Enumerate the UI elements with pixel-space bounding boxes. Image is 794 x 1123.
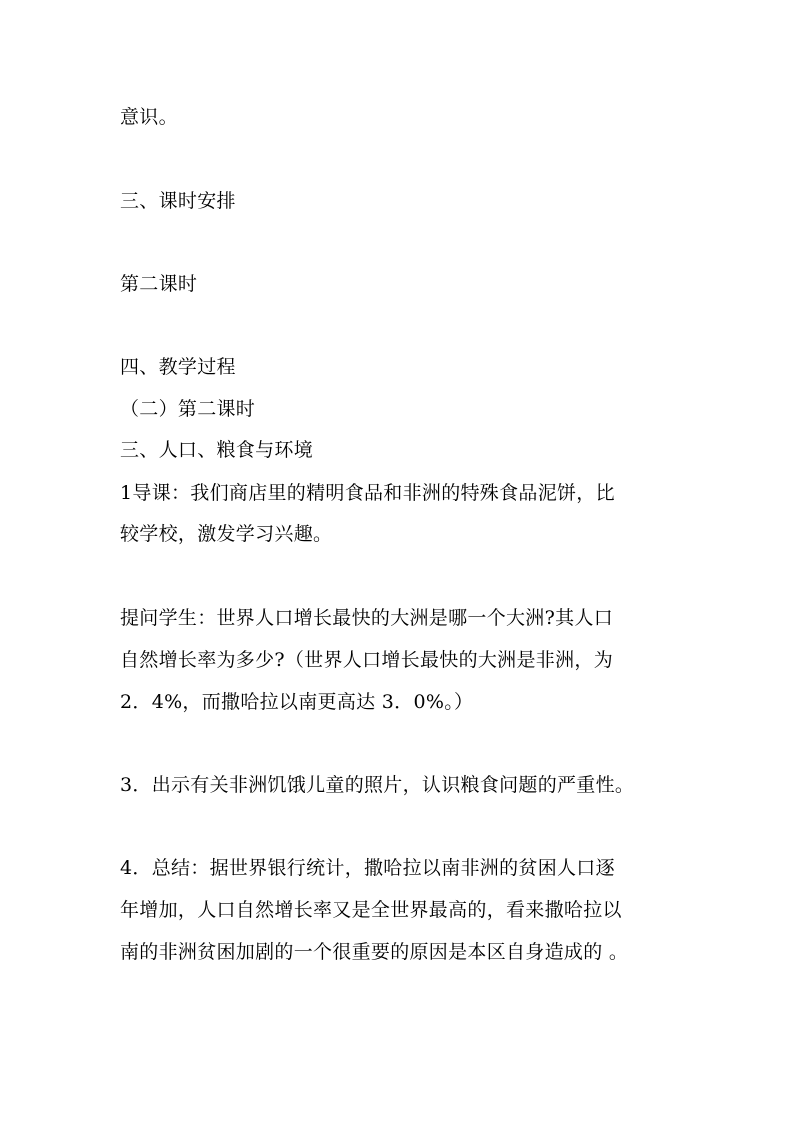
paragraph-photo-line: 3．出示有关非洲饥饿儿童的照片，认识粮食问题的严重性。 — [120, 774, 635, 796]
paragraph-question-line-2: 自然增长率为多少?（世界人口增长最快的大洲是非洲，为 — [120, 649, 613, 671]
heading-population-food-environment: 三、人口、粮食与环境 — [120, 439, 314, 461]
paragraph-question-line-1: 提问学生：世界人口增长最快的大洲是哪一个大洲?其人口 — [120, 607, 613, 629]
heading-teaching-process: 四、教学过程 — [120, 356, 236, 378]
paragraph-intro-line-2: 较学校，激发学习兴趣。 — [120, 523, 333, 545]
text-line-second-period: 第二课时 — [120, 273, 198, 295]
heading-class-schedule: 三、课时安排 — [120, 190, 236, 212]
subheading-second-period: （二）第二课时 — [120, 398, 256, 420]
text-line-consciousness: 意识。 — [120, 106, 178, 128]
paragraph-intro-line-1: 1导课：我们商店里的精明食品和非洲的特殊食品泥饼，比 — [120, 482, 615, 504]
paragraph-summary-line-2: 年增加，人口自然增长率又是全世界最高的，看来撒哈拉以 — [120, 899, 622, 921]
paragraph-summary-line-1: 4．总结：据世界银行统计，撒哈拉以南非洲的贫困人口逐 — [120, 857, 615, 879]
paragraph-summary-line-3: 南的非洲贫困加剧的一个很重要的原因是本区自身造成的 。 — [120, 941, 629, 963]
paragraph-question-line-3: 2．4%，而撒哈拉以南更高达 3．0%。） — [120, 691, 474, 713]
